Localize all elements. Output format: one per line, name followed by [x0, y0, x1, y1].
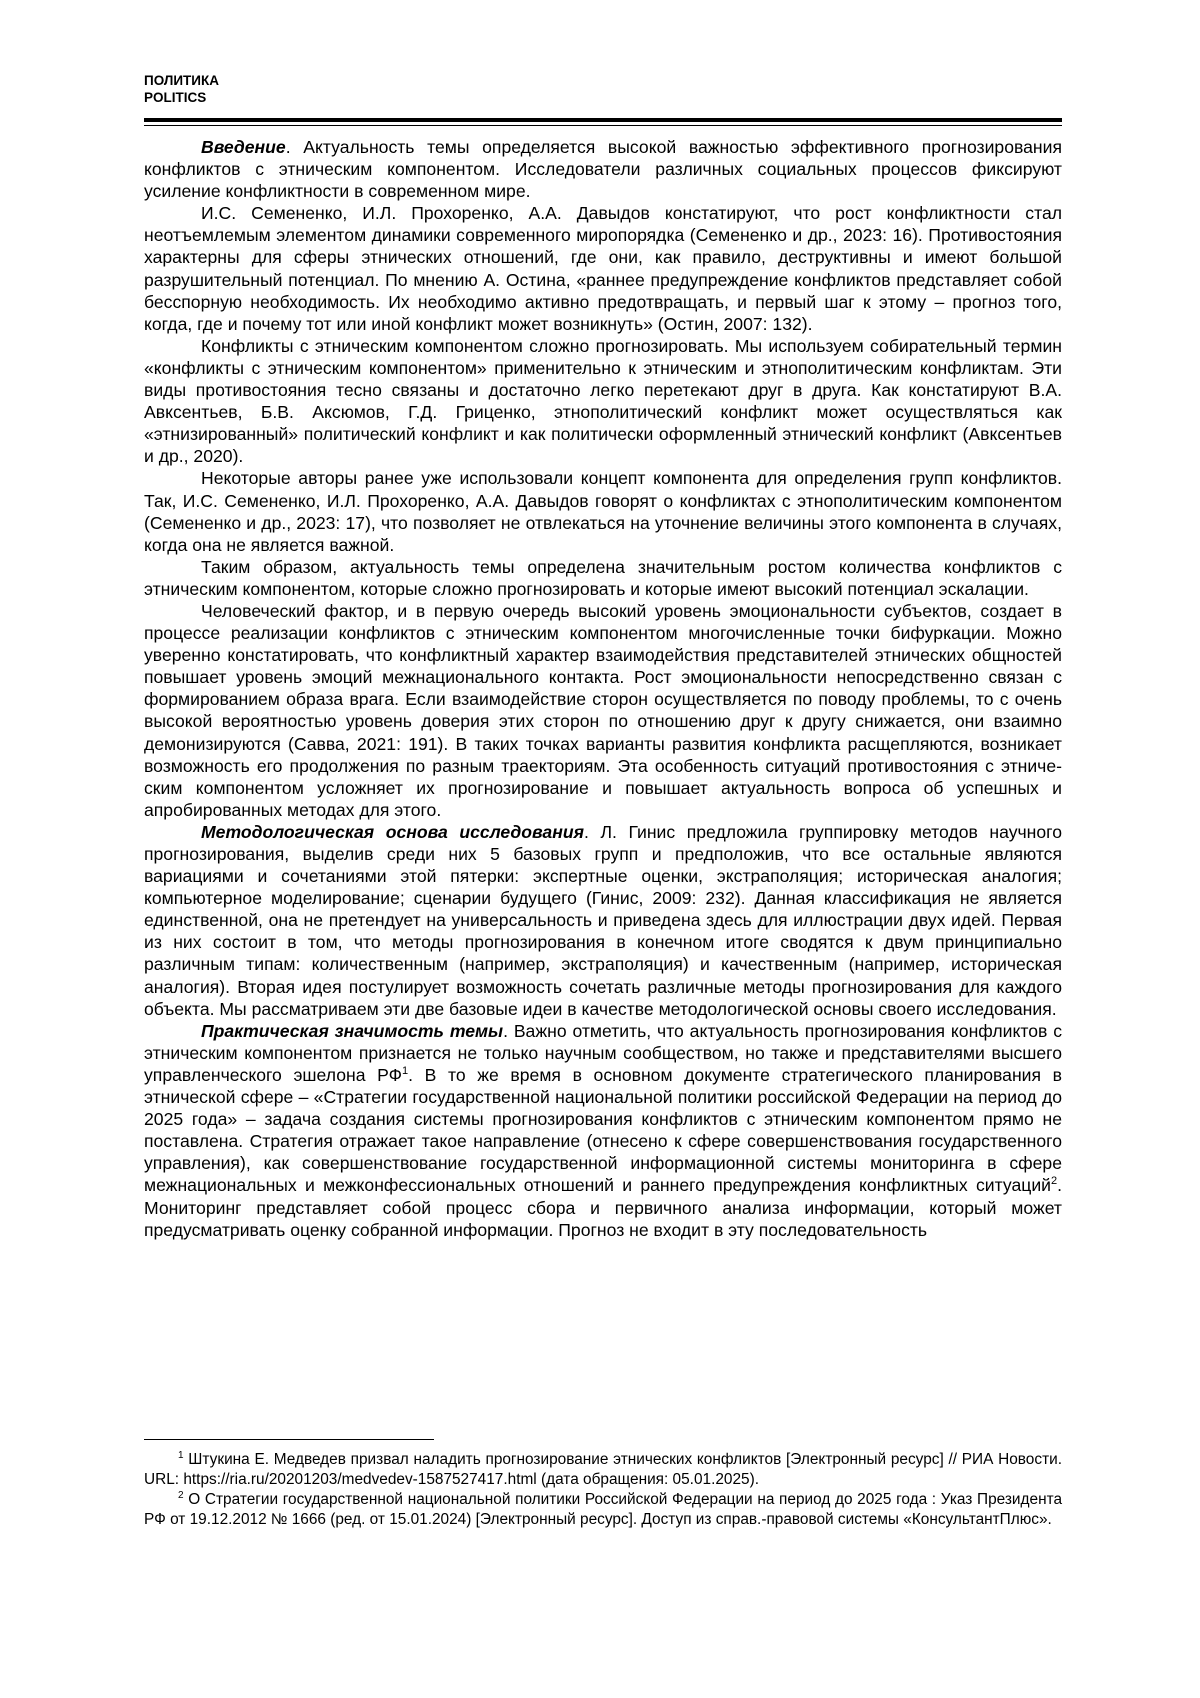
- footnote-marker: 2: [178, 1489, 184, 1501]
- section-title-ru: ПОЛИТИКА: [144, 73, 219, 88]
- paragraph-text: . Важно отметить, что актуальность прогнозирования конфликтов с этническим компонентом признается не только научным сообществом, но также и представителями высшего управленческого эшелона РФ: [144, 1020, 1063, 1085]
- paragraph-text: Некоторые авторы ранее уже использовали концепт компонента для определения групп конфликтов. Так, И.С. Семененко, И.Л. Прохоренко, А.А. Давыдов говорят о конфликтах с этнополитическим компонентом (Семененко и др., 2023: 17), что позволяет не отвлекаться на уточнение величины этого компонента в случаях, когда она не является важной.: [144, 468, 1062, 555]
- section-title-en: POLITICS: [144, 90, 207, 105]
- paragraph-text: Конфликты с этническим компонентом сложно прогнозировать. Мы используем собирательный термин «конфликты с этническим компонентом» применительно к этническим и этнополитическим конфликтам. Эти виды противостояния тесно связаны и достаточно легко перетекают друг в друга. Как констатируют В.А. Авксентьев, Б.В. Аксюмов, Г.Д. Гриценко, этнополитический конфликт может осуществляться как «этнизированный» политический конфликт и как политически оформленный этнический конфликт (Авксентьев и др., 2020).: [144, 335, 1062, 467]
- paragraph: [144, 600, 1062, 821]
- footnotes: [144, 1450, 1062, 1530]
- footnote-text: Штукина Е. Медведев призвал наладить прогнозирование этнических конфликтов [Электронный ресурс] // РИА Новости. URL: https://ria.ru/20201203/medvedev-1587527417.html (дата обращения: 05.01.2025).: [144, 1451, 1062, 1488]
- footnote-separator: [144, 1439, 434, 1440]
- article-body: [144, 136, 1062, 1241]
- paragraph-text: . Мониторинг представляет собой процесс сбора и первичного анализа информации, который может предусматривать оценку собранной информации. Прогноз не входит в эту последовательность: [144, 1175, 1062, 1240]
- paragraph: [144, 467, 1062, 555]
- paragraph-text: . Актуальность темы определяется высокой важностью эффективного прогнозирования конфликтов с этническим компонентом. Исследователи различных социальных процессов фиксируют усиление конфликтности в современном мире.: [144, 137, 1062, 202]
- header-rule-thin: [144, 125, 1062, 126]
- paragraph-text: И.С. Семененко, И.Л. Прохоренко, А.А. Давыдов констатируют, что рост конфликтности стал неотъемлемым элементом динамики современного миропорядка (Семененко и др., 2023: 16). Противостояния характерны для сферы этнических отношений, где они, как правило, деструктивны и имеют большой разрушительный потенциал. По мнению А. Остина, «раннее предупреждение конфликтов представляет собой бесспорную необходимость. Их необходимо активно предотвращать, и первый шаг к этому – прогноз того, когда, где и почему тот или иной конфликт может возникнуть» (Остин, 2007: 132).: [144, 203, 1062, 334]
- paragraph: [144, 202, 1062, 335]
- section-lead-practical-significance: Практическая значимость темы: [201, 1020, 504, 1041]
- footnote-ref-2[interactable]: 2: [1050, 1175, 1058, 1188]
- paragraph-methodology: [144, 821, 1062, 1020]
- footnote-ref-1[interactable]: 1: [402, 1065, 409, 1078]
- footnote-2: [144, 1490, 1062, 1530]
- footnote-1: [144, 1450, 1062, 1490]
- paragraph-introduction: [144, 136, 1062, 202]
- footnote-text: О Стратегии государственной национальной политики Российской Федерации на период до 2025 года : Указ Президента РФ от 19.12.2012 № 1666 (ред. от 15.01.2024) [Электронный ресурс]. Доступ из справ.-правовой системы «КонсультантПлюс».: [144, 1491, 1062, 1528]
- paragraph-text: . Л. Гинис предложила группировку методов научного прогнозирования, выделив среди них 5 базовых групп и предположив, что все остальные являются вариациями и сочетаниями этой пятерки: экспертные оценки, экстраполяция; историческая аналогия; компьютерное моделирование; сценарии будущего (Гинис, 2009: 232). Данная классификация не является единственной, она не претендует на универсальность и приведена здесь для иллюстрации двух идей. Первая из них состоит в том, что методы прогнозирования в конечном итоге сводятся к двум принципиально различным типам: количественным (например, экстраполяция) и качественным (например, историческая аналогия). Вторая идея постулирует возможность сочетать различные методы прогнозирования для каждого объекта. Мы рассматриваем эти две базовые идеи в качестве методологической основы своего исследования.: [144, 821, 1062, 1019]
- running-head: [144, 72, 219, 106]
- paragraph: [144, 556, 1062, 600]
- paragraph: [144, 335, 1062, 468]
- paragraph-text: . В то же время в основном документе стратегического планирования в этнической сфере – «Стратегии государственной национальной политики российской Федерации на период до 2025 года» – задача создания системы прогнозирования конфликтов с этническим компонентом прямо не поставлена. Стратегия отражает такое направление (отнесено к сфере совершенствования государственного управления), как совершенствование государственной информационной системы мониторинга в сфере межнациональных и межконфессиональных отношений и раннего предупреждения конфликтных ситуаций: [144, 1064, 1062, 1196]
- paragraph-text: Таким образом, актуальность темы определена значительным ростом количества конфликтов с этническим компонентом, которые сложно прогнозировать и которые имеют высокий потенциал эскалации.: [144, 556, 1062, 599]
- section-lead-introduction: Введение: [201, 137, 286, 157]
- header-rule-thick: [144, 118, 1062, 122]
- section-lead-methodology: Методологическая основа исследования: [201, 821, 584, 842]
- footnote-marker: 1: [178, 1449, 184, 1461]
- paragraph-practical-significance: [144, 1020, 1062, 1241]
- paragraph-text: Человеческий фактор, и в первую очередь высокий уровень эмоциональности субъектов, создает в процессе реализации конфликтов с этническим компонентом многочисленные точки бифуркации. Можно уверенно констатировать, что конфликтный характер взаимодействия представителей этнических общностей повышает уровень эмоций межнационального контакта. Рост эмоциональности непосредственно связан с формированием образа врага. Если взаимодействие сторон осуществляется по поводу проблемы, то с очень высокой вероятностью уровень доверия этих сторон по отношению друг к другу снижается, они взаимно демонизируются (Савва, 2021: 191). В таких точках варианты развития конфликта расщепляются, возникает возможность его продолжения по разным траекториям. Эта особенность ситуаций противостояния с этническим компонентом усложняет их прогнозирование и повышает актуальность вопроса об успешных и апробированных методах для этого.: [144, 600, 1062, 820]
